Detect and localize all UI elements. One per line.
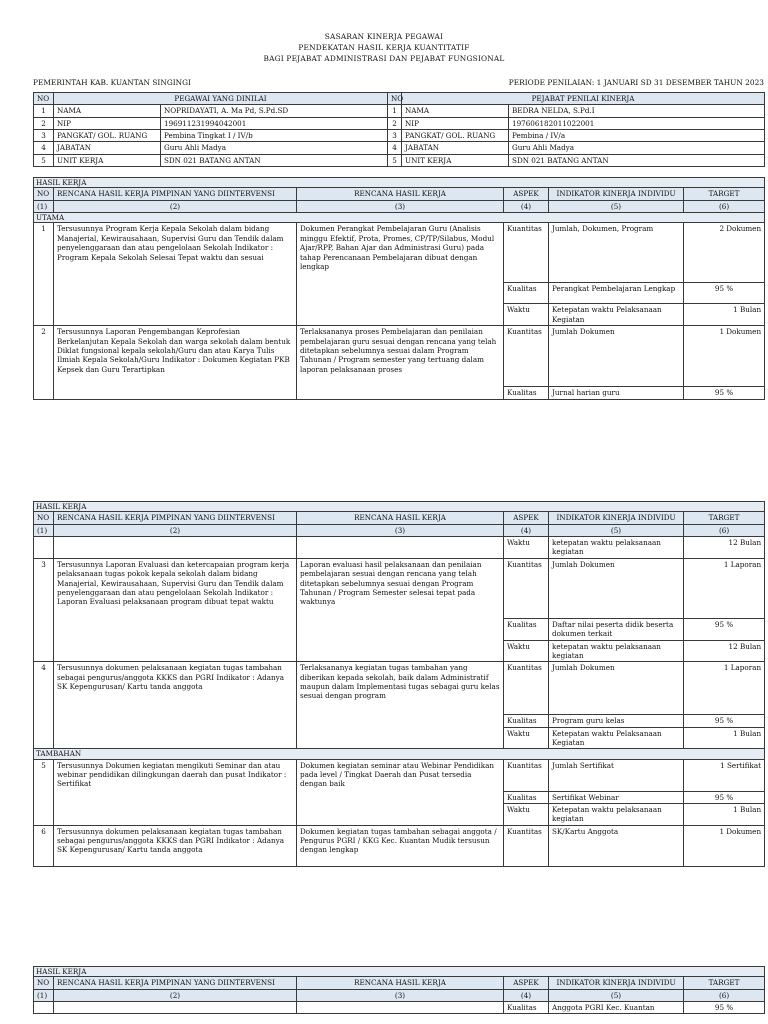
col-aspek: ASPEK bbox=[504, 977, 549, 989]
penilai-nip: 197606182011022001 bbox=[509, 117, 765, 129]
item-target: 1 Bulan bbox=[684, 304, 765, 326]
col-num: (1) bbox=[34, 200, 54, 212]
col-num: (1) bbox=[34, 989, 54, 1001]
col-num: (1) bbox=[34, 524, 54, 536]
item-target: 95 % bbox=[684, 791, 765, 803]
col-num: (4) bbox=[504, 989, 549, 1001]
item-target: 95 % bbox=[684, 1002, 765, 1014]
identity-header-row bbox=[34, 93, 765, 105]
item-aspek: Waktu bbox=[504, 804, 549, 826]
pegawai-nama: NOPRIDAYATI, A. Ma Pd, S.Pd.SD bbox=[161, 105, 388, 117]
pegawai-unit-kerja: SDN 021 BATANG ANTAN bbox=[161, 154, 388, 166]
identity-col-no: NO bbox=[34, 93, 54, 105]
item-target: 1 Dokumen bbox=[684, 326, 765, 387]
item-target: 95 % bbox=[684, 387, 765, 399]
item-rhk: Dokumen Perangkat Pembelajaran Guru (Analisis minggu Efektif, Prota, Promes, CP/TP/Silabus, Modul Ajar/RPP, Bahan Ajar dan Administrasi Guru) pada tahap Perencanaan Pembelajaran dibuat dengan lengkap bbox=[297, 223, 504, 326]
section-hasil-kerja: HASIL KERJA bbox=[34, 178, 765, 188]
penilai-unit-kerja: SDN 021 BATANG ANTAN bbox=[509, 154, 765, 166]
item-indikator: Jurnal harian guru bbox=[549, 387, 684, 399]
col-num: (4) bbox=[504, 200, 549, 212]
item-aspek: Kuantitas bbox=[504, 558, 549, 618]
item-aspek: Kualitas bbox=[504, 1002, 549, 1014]
col-num: (4) bbox=[504, 524, 549, 536]
field-label: PANGKAT/ GOL. RUANG bbox=[54, 130, 161, 142]
row-no: 1 bbox=[388, 105, 402, 117]
table-row bbox=[34, 759, 765, 791]
row-no: 1 bbox=[34, 105, 54, 117]
col-aspek: ASPEK bbox=[504, 188, 549, 200]
item-rhk-pimpinan: Tersusunnya Laporan Evaluasi dan ketercapaian program kerja pelaksanaan tugas pokok kepala sekolah dalam bidang Manajerial, Kewirausahaan, Supervisi Guru dan Tendik dalam penyelenggaraan dan atau pengelolaan Sekolah Indikator : Laporan Evaluasi pelaksanaan program dibuat tepat waktu bbox=[54, 558, 297, 661]
col-no: NO bbox=[34, 188, 54, 200]
item-aspek: Waktu bbox=[504, 727, 549, 749]
item-target: 1 Sertifikat bbox=[684, 759, 765, 791]
row-no: 3 bbox=[34, 130, 54, 142]
item-aspek: Waktu bbox=[504, 537, 549, 559]
table-row bbox=[34, 825, 765, 866]
col-num: (6) bbox=[684, 524, 765, 536]
item-target: 1 Dokumen bbox=[684, 825, 765, 866]
field-label: JABATAN bbox=[402, 142, 509, 154]
item-indikator: Jumlah Dokumen bbox=[549, 326, 684, 387]
col-rhk-pimpinan: RENCANA HASIL KERJA PIMPINAN YANG DIINTERVENSI bbox=[54, 512, 297, 524]
table-row bbox=[34, 1002, 765, 1014]
col-num: (3) bbox=[297, 524, 504, 536]
item-aspek: Kualitas bbox=[504, 791, 549, 803]
item-no-empty bbox=[34, 537, 54, 559]
table-row bbox=[34, 537, 765, 559]
hasil-kerja-table-page1 bbox=[33, 177, 765, 400]
identity-col-no-right: NO bbox=[388, 93, 402, 105]
hasil-kerja-table-page3 bbox=[33, 966, 765, 1014]
item-rhk: Dokumen kegiatan seminar atau Webinar Pendidikan pada level / Tingkat Daerah dan Pusat tersedia dengan baik bbox=[297, 759, 504, 825]
doc-title-line3: BAGI PEJABAT ADMINISTRASI DAN PEJABAT FUNGSIONAL bbox=[263, 54, 505, 63]
col-rhk-pimpinan: RENCANA HASIL KERJA PIMPINAN YANG DIINTERVENSI bbox=[54, 977, 297, 989]
item-aspek: Kualitas bbox=[504, 715, 549, 727]
item-target: 1 Laporan bbox=[684, 558, 765, 618]
item-rhk-pimpinan: Tersusunnya Program Kerja Kepala Sekolah dalam bidang Manajerial, Kewirausahaan, Supervisi Guru dan Tendik dalam penyelenggaraan dan atau pengelolaan Sekolah Indikator : Program Kepala Sekolah Selesai Tepat waktu dan sesuai bbox=[54, 223, 297, 326]
table-row bbox=[34, 223, 765, 283]
item-indikator: SK/Kartu Anggota bbox=[549, 825, 684, 866]
pegawai-dinilai-title: PEGAWAI YANG DINILAI bbox=[54, 93, 388, 105]
item-indikator: Jumlah Sertifikat bbox=[549, 759, 684, 791]
item-rhk: Laporan evaluasi hasil pelaksanaan dan penilaian pembelajaran sesuai dengan rencana yang telah ditetapkan sebelumnya sesuai dengan Program Tahunan / Program Semester selesai tepat pada waktunya bbox=[297, 558, 504, 661]
col-rhk: RENCANA HASIL KERJA bbox=[297, 977, 504, 989]
pegawai-pangkat: Pembina Tingkat I / IV/b bbox=[161, 130, 388, 142]
col-num: (2) bbox=[54, 524, 297, 536]
field-label: JABATAN bbox=[54, 142, 161, 154]
row-no: 3 bbox=[388, 130, 402, 142]
item-no: 5 bbox=[34, 759, 54, 825]
col-rhk: RENCANA HASIL KERJA bbox=[297, 512, 504, 524]
col-num: (5) bbox=[549, 989, 684, 1001]
table-row bbox=[34, 558, 765, 618]
field-label: NIP bbox=[54, 117, 161, 129]
identity-row bbox=[34, 154, 765, 166]
item-rhk: Terlaksananya kegiatan tugas tambahan yang diberikan kepada sekolah, baik dalam Administratif maupun dalam Implementasi tugas sebagai guru kelas sesuai dengan program bbox=[297, 662, 504, 749]
penilai-nama: BEDRA NELDA, S.Pd.I bbox=[509, 105, 765, 117]
row-no: 2 bbox=[388, 117, 402, 129]
item-no: 6 bbox=[34, 825, 54, 866]
row-no: 5 bbox=[388, 154, 402, 166]
item-no: 4 bbox=[34, 662, 54, 749]
item-aspek: Kualitas bbox=[504, 618, 549, 640]
col-num: (5) bbox=[549, 200, 684, 212]
section-tambahan: TAMBAHAN bbox=[34, 749, 765, 759]
item-no: 2 bbox=[34, 326, 54, 399]
table-row bbox=[34, 326, 765, 387]
identity-row bbox=[34, 117, 765, 129]
item-target: 95 % bbox=[684, 283, 765, 304]
item-target: 12 Bulan bbox=[684, 640, 765, 662]
col-rhk-pimpinan: RENCANA HASIL KERJA PIMPINAN YANG DIINTERVENSI bbox=[54, 188, 297, 200]
item-indikator: ketepatan waktu pelaksanaan kegiatan bbox=[549, 640, 684, 662]
item-rhk-empty bbox=[297, 537, 504, 559]
item-no: 3 bbox=[34, 558, 54, 661]
row-no: 4 bbox=[34, 142, 54, 154]
item-indikator: Program guru kelas bbox=[549, 715, 684, 727]
col-rhk: RENCANA HASIL KERJA bbox=[297, 188, 504, 200]
hasil-kerja-table-page2 bbox=[33, 501, 765, 867]
item-target: 95 % bbox=[684, 618, 765, 640]
item-target: 12 Bulan bbox=[684, 537, 765, 559]
col-aspek: ASPEK bbox=[504, 512, 549, 524]
row-no: 2 bbox=[34, 117, 54, 129]
field-label: NAMA bbox=[402, 105, 509, 117]
col-indikator: INDIKATOR KINERJA INDIVIDU bbox=[549, 512, 684, 524]
col-no: NO bbox=[34, 977, 54, 989]
item-rhk-empty bbox=[297, 1002, 504, 1014]
col-no: NO bbox=[34, 512, 54, 524]
item-aspek: Waktu bbox=[504, 304, 549, 326]
penilai-pangkat: Pembina / IV/a bbox=[509, 130, 765, 142]
field-label: NIP bbox=[402, 117, 509, 129]
section-utama: UTAMA bbox=[34, 213, 765, 223]
col-target: TARGET bbox=[684, 977, 765, 989]
item-indikator: Jumlah, Dokumen, Program bbox=[549, 223, 684, 283]
col-num: (2) bbox=[54, 200, 297, 212]
instansi-label: PEMERINTAH KAB. KUANTAN SINGINGI bbox=[33, 78, 191, 87]
item-indikator: Jumlah Dokumen bbox=[549, 662, 684, 715]
col-num: (3) bbox=[297, 200, 504, 212]
item-indikator: Jumlah Dokumen bbox=[549, 558, 684, 618]
section-hasil-kerja: HASIL KERJA bbox=[34, 502, 765, 512]
item-target: 1 Laporan bbox=[684, 662, 765, 715]
col-num: (6) bbox=[684, 989, 765, 1001]
item-indikator: Perangkat Pembelajaran Lengkap bbox=[549, 283, 684, 304]
item-indikator: Ketepatan waktu Pelaksanaan Kegiatan bbox=[549, 304, 684, 326]
item-rhk: Dokumen kegiatan tugas tambahan sebagai anggota / Pengurus PGRI / KKG Kec. Kuantan Mudik tersusun dengan lengkap bbox=[297, 825, 504, 866]
identity-row bbox=[34, 142, 765, 154]
item-rhk-pimpinan-empty bbox=[54, 537, 297, 559]
item-rhk-pimpinan: Tersusunnya Laporan Pengembangan Keprofesian Berkelanjutan Kepala Sekolah dan warga sekolah dalam bentuk Diklat fungsional kepala sekolah/Guru dan atau Karya Tulis Ilmiah Kepala Sekolah/Guru Indikator : Dokumen Kegiatan PKB Kepsek dan Guru Terartipkan bbox=[54, 326, 297, 399]
doc-title-line2: PENDEKATAN HASIL KERJA KUANTITATIF bbox=[298, 43, 470, 52]
item-aspek: Kuantitas bbox=[504, 825, 549, 866]
item-aspek: Kuantitas bbox=[504, 662, 549, 715]
field-label: NAMA bbox=[54, 105, 161, 117]
pegawai-nip: 196911231994042001 bbox=[161, 117, 388, 129]
item-aspek: Waktu bbox=[504, 640, 549, 662]
item-aspek: Kualitas bbox=[504, 387, 549, 399]
item-aspek: Kuantitas bbox=[504, 759, 549, 791]
row-no: 5 bbox=[34, 154, 54, 166]
col-target: TARGET bbox=[684, 512, 765, 524]
section-hasil-kerja: HASIL KERJA bbox=[34, 967, 765, 977]
field-label: PANGKAT/ GOL. RUANG bbox=[402, 130, 509, 142]
item-aspek: Kuantitas bbox=[504, 326, 549, 387]
pejabat-penilai-title: PEJABAT PENILAI KINERJA bbox=[402, 93, 765, 105]
item-aspek: Kualitas bbox=[504, 283, 549, 304]
item-indikator: Ketepatan waktu Pelaksanaan Kegiatan bbox=[549, 727, 684, 749]
item-rhk-pimpinan: Tersusunnya Dokumen kegiatan mengikuti Seminar dan atau webinar pendidikan dilingkungan daerah dan pusat Indikator : Sertifikat bbox=[54, 759, 297, 825]
identity-row bbox=[34, 105, 765, 117]
item-rhk-pimpinan-empty bbox=[54, 1002, 297, 1014]
identity-row bbox=[34, 130, 765, 142]
item-indikator: Sertifikat Webinar bbox=[549, 791, 684, 803]
item-indikator: Ketepatan waktu pelaksanaan kegiatan bbox=[549, 804, 684, 826]
item-rhk-pimpinan: Tersusunnya dokumen pelaksanaan kegiatan tugas tambahan sebagai pengurus/anggota KKKS dan PGRI Indikator : Adanya SK Kepengurusan/ Kartu tanda anggota bbox=[54, 662, 297, 749]
col-indikator: INDIKATOR KINERJA INDIVIDU bbox=[549, 188, 684, 200]
col-num: (2) bbox=[54, 989, 297, 1001]
item-indikator: Anggota PGRI Kec. Kuantan bbox=[549, 1002, 684, 1014]
item-target: 95 % bbox=[684, 715, 765, 727]
item-indikator: ketepatan waktu pelaksanaan kegiatan bbox=[549, 537, 684, 559]
table-row bbox=[34, 662, 765, 715]
field-label: UNIT KERJA bbox=[54, 154, 161, 166]
col-num: (5) bbox=[549, 524, 684, 536]
col-target: TARGET bbox=[684, 188, 765, 200]
item-rhk-pimpinan: Tersusunnya dokumen pelaksanaan kegiatan tugas tambahan sebagai pengurus/anggota KKKS dan PGRI Indikator : Adanya SK Kepengurusan/ Kartu tanda anggota bbox=[54, 825, 297, 866]
item-no: 1 bbox=[34, 223, 54, 326]
item-target: 1 Bulan bbox=[684, 804, 765, 826]
pegawai-jabatan: Guru Ahli Madya bbox=[161, 142, 388, 154]
col-num: (6) bbox=[684, 200, 765, 212]
item-aspek: Kuantitas bbox=[504, 223, 549, 283]
item-indikator: Daftar nilai peserta didik beserta dokumen terkait bbox=[549, 618, 684, 640]
col-num: (3) bbox=[297, 989, 504, 1001]
item-no-empty bbox=[34, 1002, 54, 1014]
field-label: UNIT KERJA bbox=[402, 154, 509, 166]
penilai-jabatan: Guru Ahli Madya bbox=[509, 142, 765, 154]
item-rhk: Terlaksananya proses Pembelajaran dan penilaian pembelajaran guru sesuai dengan rencana yang telah ditetapkan sebelumnya sesuai dalam Program Tahunan / Program semester yang tertuang dalam laporan pelaksanaan proses bbox=[297, 326, 504, 399]
doc-title-line1: SASARAN KINERJA PEGAWAI bbox=[324, 32, 444, 41]
identity-table bbox=[33, 92, 765, 167]
item-target: 2 Dokumen bbox=[684, 223, 765, 283]
periode-label: PERIODE PENILAIAN: 1 JANUARI SD 31 DESEMBER TAHUN 2023 bbox=[508, 78, 764, 87]
col-indikator: INDIKATOR KINERJA INDIVIDU bbox=[549, 977, 684, 989]
row-no: 4 bbox=[388, 142, 402, 154]
item-target: 1 Bulan bbox=[684, 727, 765, 749]
